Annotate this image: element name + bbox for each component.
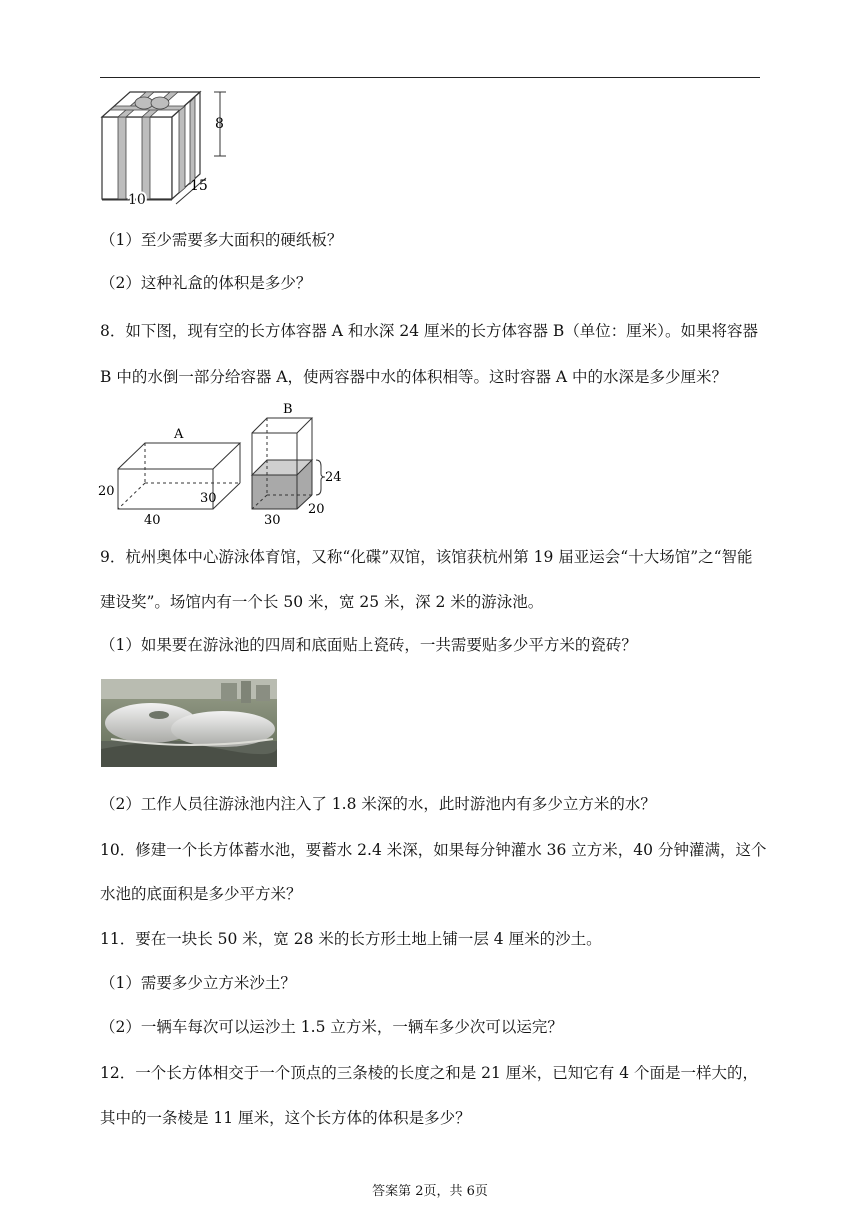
- container-b-name: B: [283, 402, 293, 417]
- container-b-width: 30: [264, 513, 281, 528]
- q9-line2: 建设奖”。场馆内有一个长 50 米，宽 25 米，深 2 米的游泳池。: [100, 593, 544, 611]
- q7-sub2: （2）这种礼盒的体积是多少？: [100, 274, 312, 292]
- q8-line2: B 中的水倒一部分给容器 A，使两容器中水的体积相等。这时容器 A 中的水深是多少厘米？: [100, 368, 727, 386]
- container-a-length: 40: [144, 513, 161, 528]
- box-height-label: 8: [215, 116, 224, 132]
- container-a-name: A: [174, 427, 184, 442]
- q12-line2: 其中的一条棱是 11 厘米，这个长方体的体积是多少？: [100, 1109, 471, 1127]
- header-rule: [100, 77, 760, 78]
- q9-sub2: （2）工作人员往游泳池内注入了 1.8 米深的水，此时游池内有多少立方米的水？: [100, 795, 656, 813]
- q9-line1: 9．杭州奥体中心游泳体育馆，又称“化碟”双馆，该馆获杭州第 19 届亚运会“十大场馆”之“智能: [100, 548, 753, 566]
- q9-sub1: （1）如果要在游泳池的四周和底面贴上瓷砖，一共需要贴多少平方米的瓷砖？: [100, 636, 637, 654]
- box-depth-label: 15: [190, 178, 208, 194]
- container-a-width: 30: [200, 491, 217, 506]
- q11-line1: 11．要在一块长 50 米，宽 28 米的长方形土地上铺一层 4 厘米的沙土。: [100, 930, 602, 948]
- q11-sub2: （2）一辆车每次可以运沙土 1.5 立方米，一辆车多少次可以运完？: [100, 1018, 563, 1036]
- gift-box-figure: [96, 86, 246, 210]
- q10-line1: 10．修建一个长方体蓄水池，要蓄水 2.4 米深，如果每分钟灌水 36 立方米，40 分钟灌满，这个: [100, 841, 767, 859]
- page-footer: 答案第 2页，共 6页: [372, 1184, 488, 1199]
- containers-figure: [96, 400, 356, 530]
- q12-line1: 12．一个长方体相交于一个顶点的三条棱的长度之和是 21 厘米，已知它有 4 个面是一样大的，: [100, 1064, 759, 1082]
- q10-line2: 水池的底面积是多少平方米？: [100, 885, 302, 903]
- q7-sub1: （1）至少需要多大面积的硬纸板？: [100, 231, 343, 249]
- container-a-height: 20: [98, 484, 115, 499]
- q11-sub1: （1）需要多少立方米沙土？: [100, 974, 296, 992]
- container-b-depth: 20: [308, 502, 325, 517]
- q8-line1: 8．如下图，现有空的长方体容器 A 和水深 24 厘米的长方体容器 B（单位：厘米）。如果将容器: [100, 322, 759, 340]
- stadium-photo: [101, 679, 277, 767]
- container-b-water: 24: [325, 470, 342, 485]
- box-width-label: 10: [128, 192, 146, 208]
